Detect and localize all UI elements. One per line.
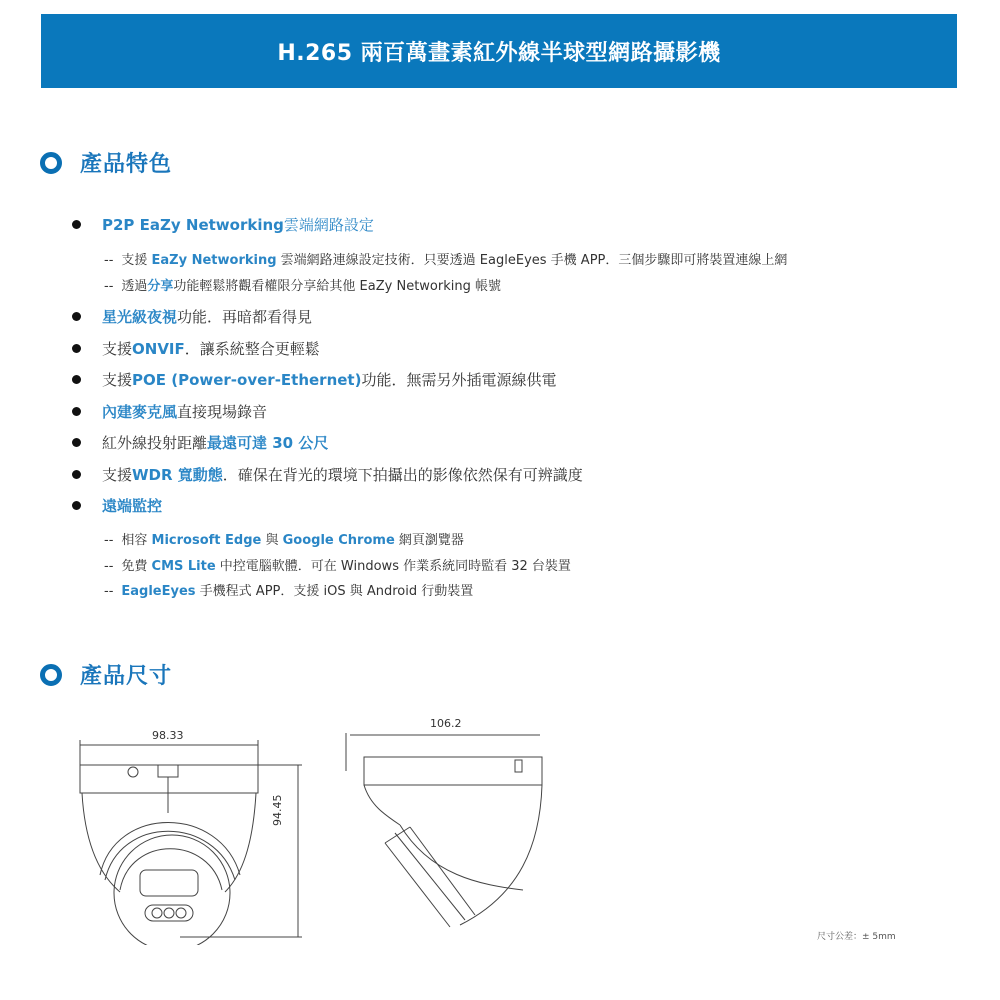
feature-ir-distance: 紅外線投射距離 最遠可達 30 公尺	[72, 432, 328, 453]
camera-side-view-drawing	[340, 715, 560, 945]
bullet-icon	[72, 344, 81, 353]
feature-microphone: 內建麥克風 直接現場錄音	[72, 401, 267, 422]
feature-poe: 支援 POE (Power-over-Ethernet) 功能．無需另外插電源線供電	[72, 369, 556, 390]
features-title: 產品特色	[80, 152, 173, 177]
dimensions-heading	[40, 659, 172, 690]
p2p-sub-1: -- 支援 EaZy Networking 雲端網路連線設定技術．只要透過 EagleEyes 手機 APP．三個步驟即可將裝置連線上網	[104, 253, 788, 268]
feature-onvif: 支援 ONVIF ．讓系統整合更輕鬆	[72, 338, 320, 359]
front-width-label: 98.33	[152, 729, 184, 742]
tolerance-note: 尺寸公差：± 5mm	[817, 932, 896, 942]
feature-p2p: P2P EaZy Networking 雲端網路設定	[72, 214, 374, 235]
features-heading	[40, 147, 172, 178]
feature-remote: 遠端監控	[72, 495, 162, 516]
feature-wdr: 支援 WDR 寬動態 ．確保在背光的環境下拍攝出的影像依然保有可辨識度	[72, 464, 583, 485]
remote-sub-1: -- 相容 Microsoft Edge 與 Google Chrome 網頁瀏覽器	[104, 533, 464, 548]
bullet-icon	[72, 220, 81, 229]
remote-sub-3: -- EagleEyes 手機程式 APP．支援 iOS 與 Android 行動裝置	[104, 584, 474, 599]
camera-front-view-drawing	[70, 715, 320, 945]
page-title: H.265 兩百萬畫素紅外線半球型網路攝影機	[277, 40, 721, 66]
remote-sub-2: -- 免費 CMS Lite 中控電腦軟體．可在 Windows 作業系統同時監看 32 台裝置	[104, 559, 571, 574]
bullet-icon	[72, 375, 81, 384]
dimensions-title: 產品尺寸	[80, 664, 173, 689]
height-label: 94.45	[271, 794, 284, 826]
title-banner	[41, 14, 957, 88]
bullet-icon	[72, 438, 81, 447]
bullet-icon	[72, 407, 81, 416]
side-width-label: 106.2	[430, 717, 462, 730]
bullet-icon	[72, 470, 81, 479]
p2p-sub-2: -- 透過分享功能輕鬆將觀看權限分享給其他 EaZy Networking 帳號	[104, 279, 501, 294]
ring-bullet-icon	[40, 664, 62, 686]
ring-bullet-icon	[40, 152, 62, 174]
bullet-icon	[72, 501, 81, 510]
bullet-icon	[72, 312, 81, 321]
feature-starlight: 星光級夜視 功能．再暗都看得見	[72, 306, 312, 327]
